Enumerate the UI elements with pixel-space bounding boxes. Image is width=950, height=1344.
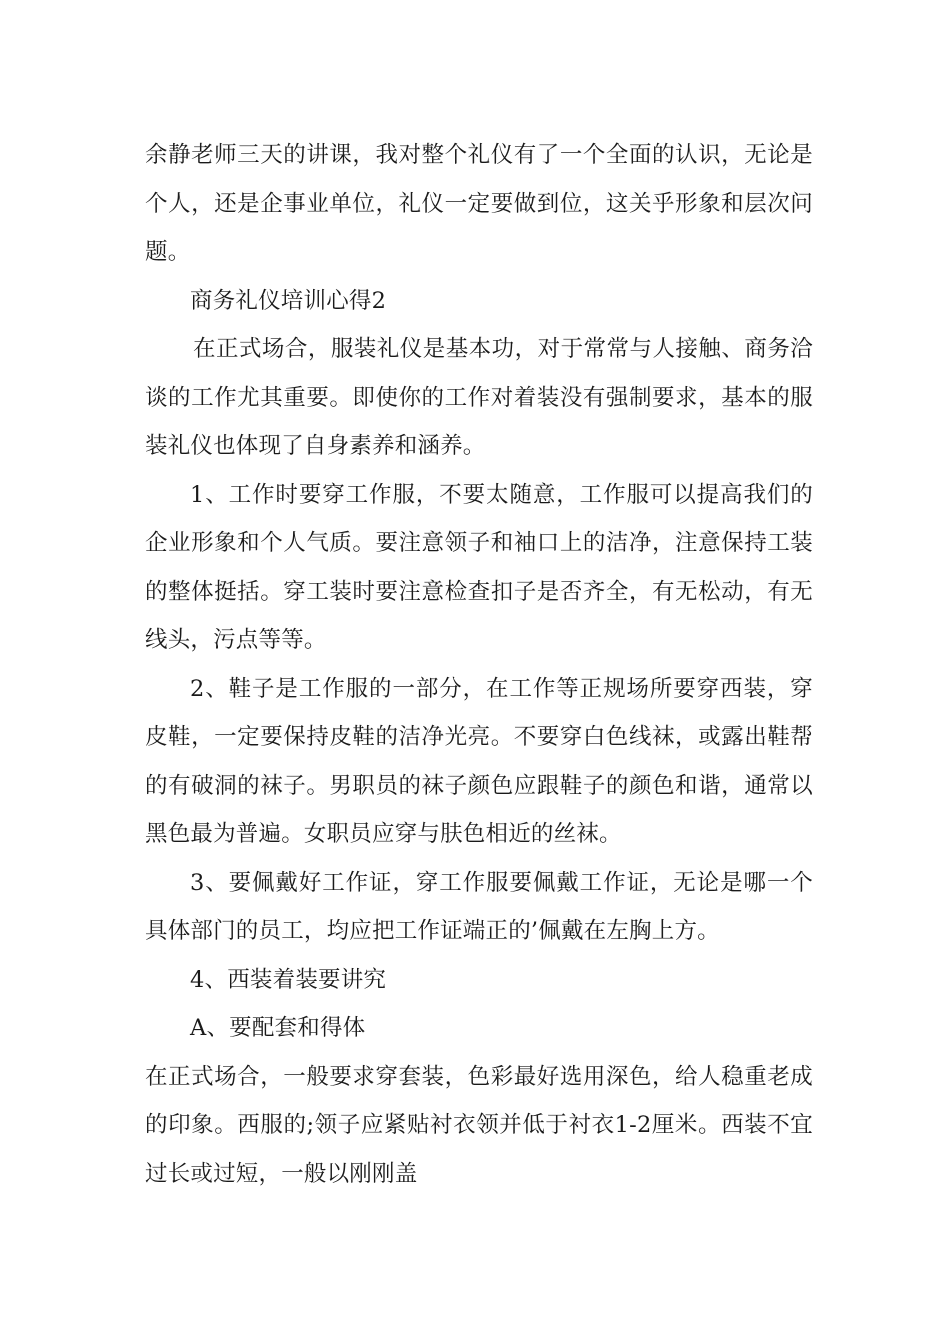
list-item-2: 2、鞋子是工作服的一部分，在工作等正规场所要穿西装，穿皮鞋，一定要保持皮鞋的洁净光亮。不要穿白色线袜，或露出鞋帮的有破洞的袜子。男职员的袜子颜色应跟鞋子的颜色和谐，通常以黑色最为普遍。女职员应穿与肤色相近的丝袜。 bbox=[145, 675, 813, 847]
list-item-3: 3、要佩戴好工作证，穿工作服要佩戴工作证，无论是哪一个具体部门的员工，均应把工作证端正的’佩戴在左胸上方。 bbox=[145, 869, 813, 944]
paragraph-suit-detail: 在正式场合，一般要求穿套装，色彩最好选用深色，给人稳重老成的印象。西服的;领子应紧贴衬衣领并低于衬衣1-2厘米。西装不宜过长或过短，一般以刚刚盖 bbox=[145, 1063, 813, 1187]
list-item-4: 4、西装着装要讲究 bbox=[190, 966, 387, 993]
paragraph-intro-continuation: 余静老师三天的讲课，我对整个礼仪有了一个全面的认识，无论是个人，还是企事业单位，礼仪一定要做到位，这关乎形象和层次问题。 bbox=[145, 142, 813, 265]
list-item-1: 1、工作时要穿工作服，不要太随意，工作服可以提高我们的企业形象和个人气质。要注意领子和袖口上的洁净，注意保持工装的整体挺括。穿工装时要注意检查扣子是否齐全，有无松动，有无线头，污点等等。 bbox=[145, 481, 813, 653]
section-heading: 商务礼仪培训心得2 bbox=[190, 287, 387, 314]
paragraph-dress-etiquette: 在正式场合，服装礼仪是基本功，对于常常与人接触、商务洽谈的工作尤其重要。即使你的工作对着装没有强制要求，基本的服装礼仪也体现了自身素养和涵养。 bbox=[145, 336, 813, 459]
document-body bbox=[145, 131, 813, 1198]
sub-item-a: A、要配套和得体 bbox=[190, 1015, 366, 1041]
